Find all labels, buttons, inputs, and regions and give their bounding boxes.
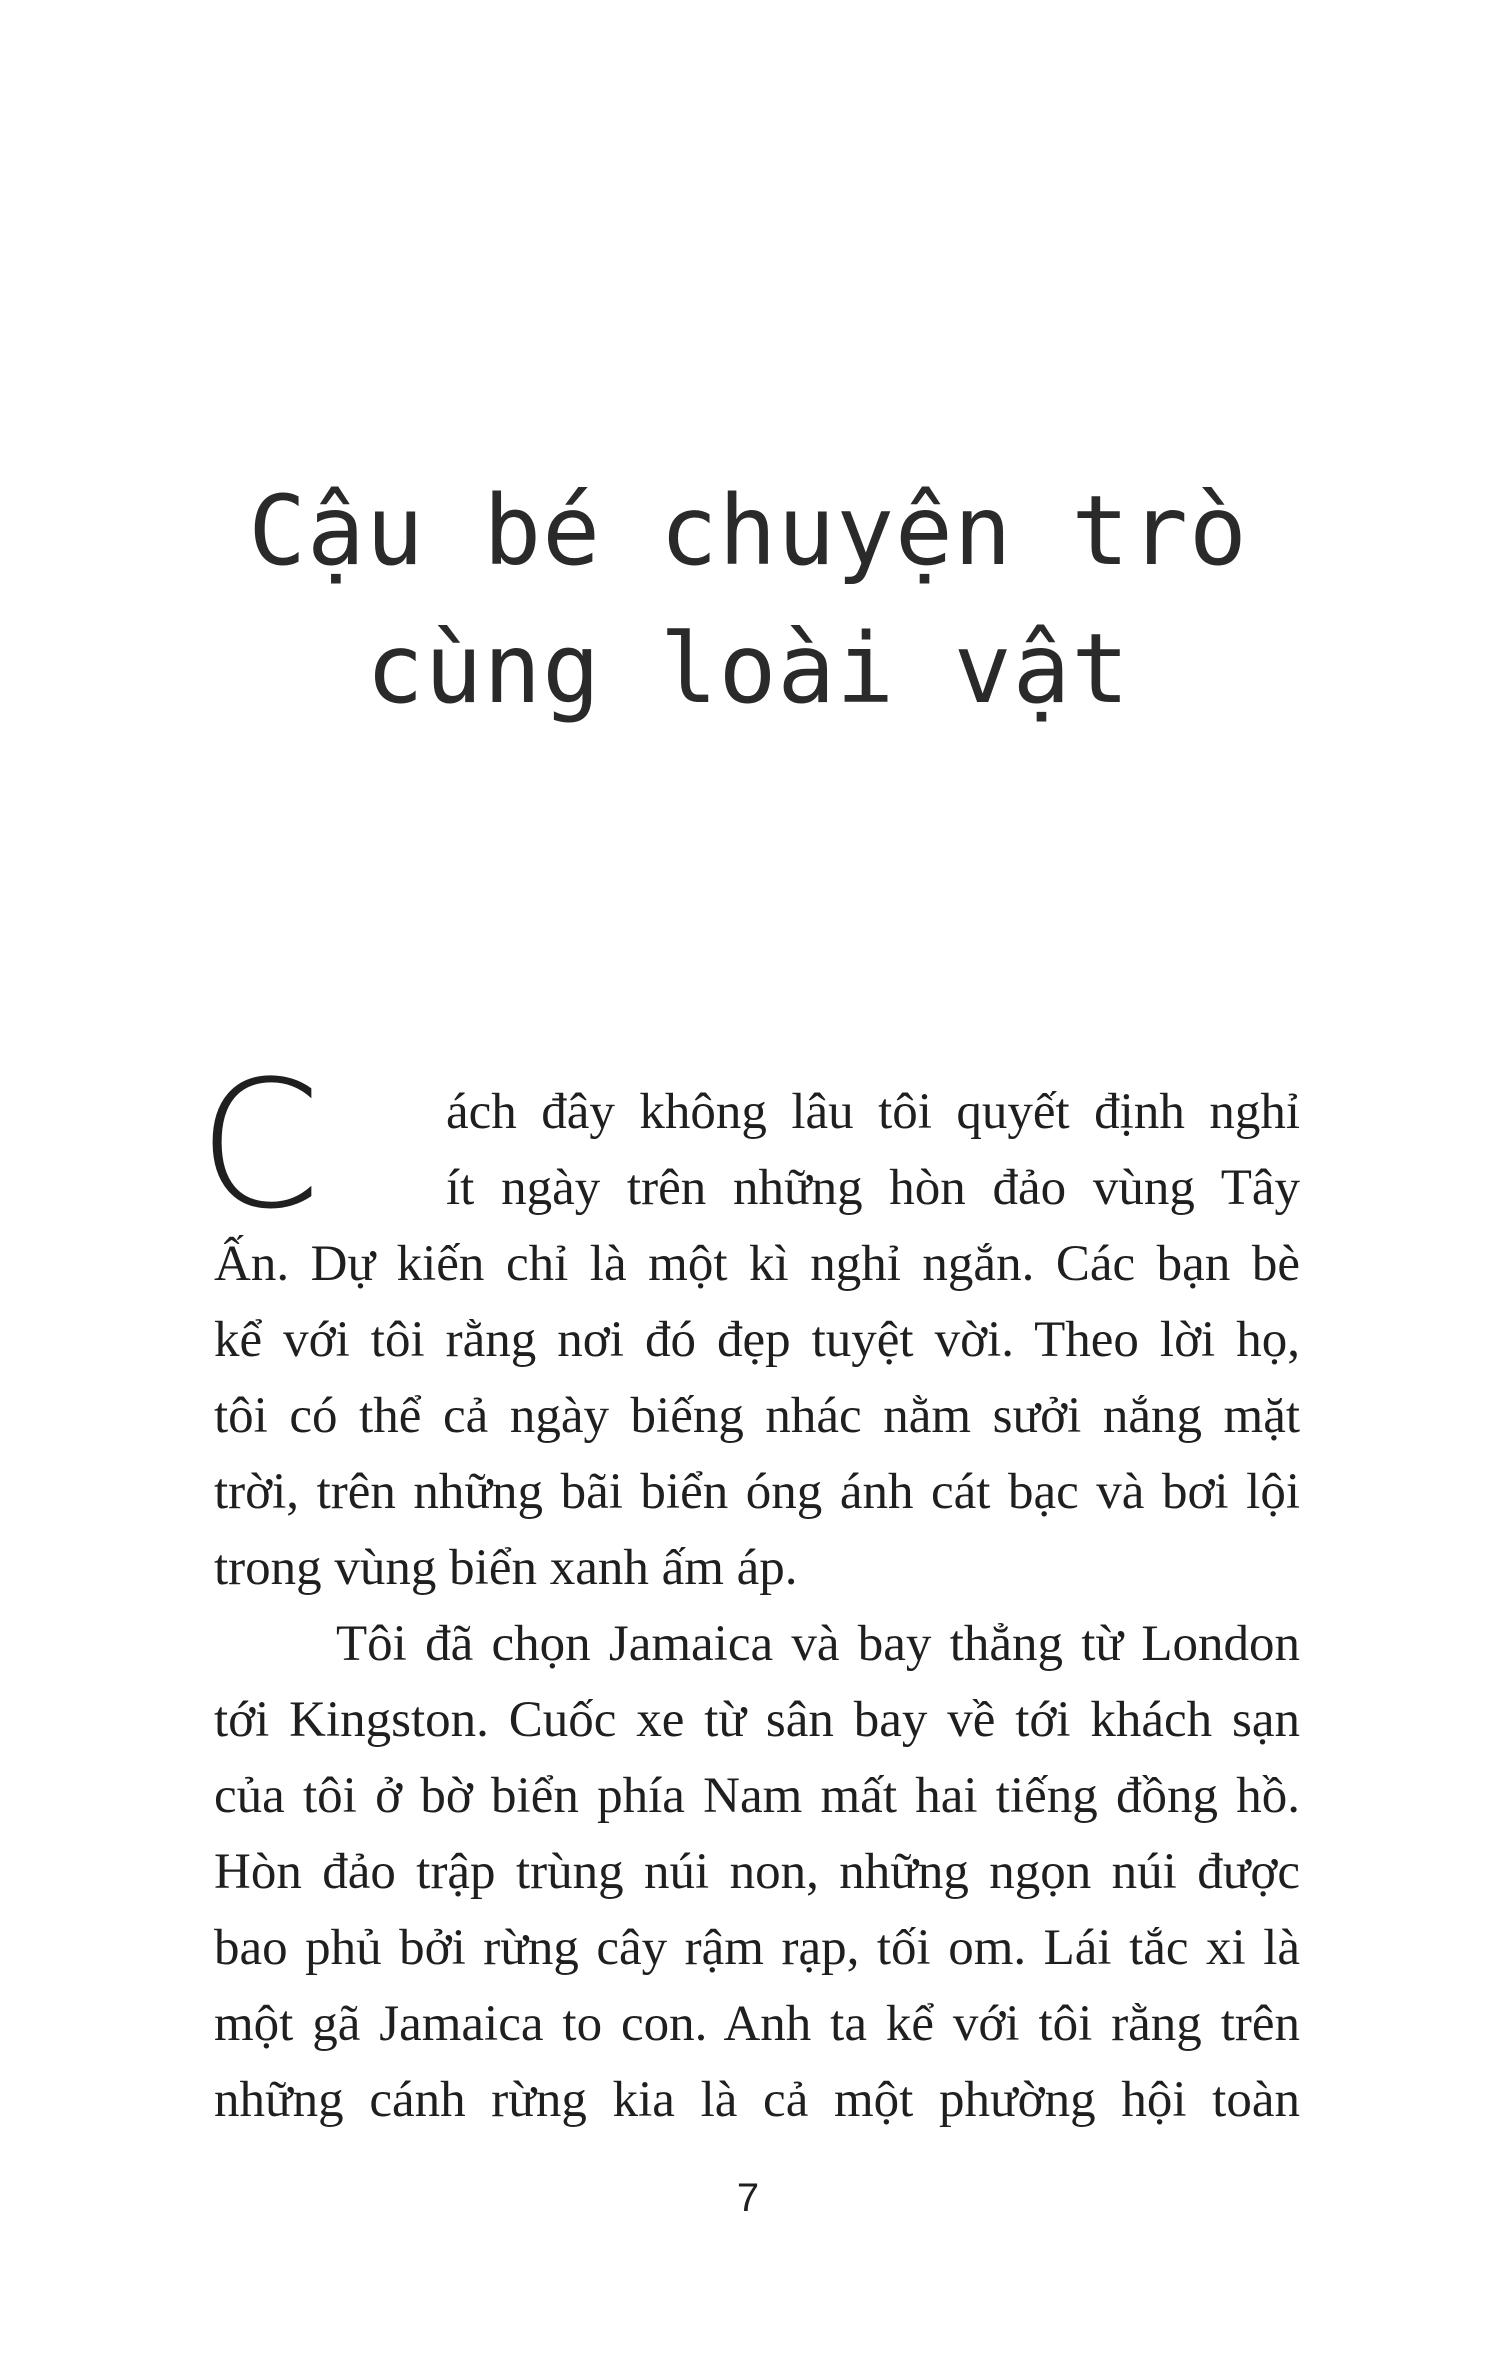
chapter-title — [0, 462, 1496, 738]
paragraph-line: Ấn. Dự kiến chỉ là một kì nghỉ ngắn. Các bạn bè — [214, 1236, 1300, 1292]
paragraph-line: tôi có thể cả ngày biếng nhác nằm sưởi nắng mặt — [214, 1388, 1300, 1444]
paragraph-line: ách đây không lâu tôi quyết định nghỉ — [446, 1084, 1300, 1140]
paragraph-1 — [198, 1043, 1300, 1606]
paragraph-line: Tôi đã chọn Jamaica và bay thẳng từ London — [336, 1616, 1300, 1672]
paragraph-line: Hòn đảo trập trùng núi non, những ngọn núi được — [214, 1844, 1300, 1900]
paragraph-line: ít ngày trên những hòn đảo vùng Tây — [446, 1160, 1300, 1216]
paragraph-line: một gã Jamaica to con. Anh ta kể với tôi rằng trên — [214, 1996, 1300, 2052]
chapter-title-line-2: cùng loài vật — [365, 613, 1131, 725]
paragraph-line: tới Kingston. Cuốc xe từ sân bay về tới khách sạn — [214, 1692, 1300, 1748]
paragraph-line: của tôi ở bờ biển phía Nam mất hai tiếng đồng hồ. — [214, 1768, 1300, 1824]
paragraph-line: trời, trên những bãi biển óng ánh cát bạc và bơi lội — [214, 1464, 1300, 1520]
paragraph-2 — [214, 1606, 1300, 2138]
paragraph-line: bao phủ bởi rừng cây rậm rạp, tối om. Lái tắc xi là — [214, 1920, 1300, 1976]
paragraph-line: kể với tôi rằng nơi đó đẹp tuyệt vời. Theo lời họ, — [214, 1312, 1300, 1368]
drop-cap: C — [198, 1043, 321, 1248]
paragraph-line: những cánh rừng kia là cả một phường hội toàn — [214, 2072, 1300, 2128]
page-number: 7 — [736, 2176, 760, 2220]
chapter-title-line-1: Cậu bé chuyện trò — [248, 475, 1248, 587]
body-text — [198, 1043, 1300, 2138]
paragraph-line: trong vùng biển xanh ấm áp. — [214, 1540, 798, 1596]
